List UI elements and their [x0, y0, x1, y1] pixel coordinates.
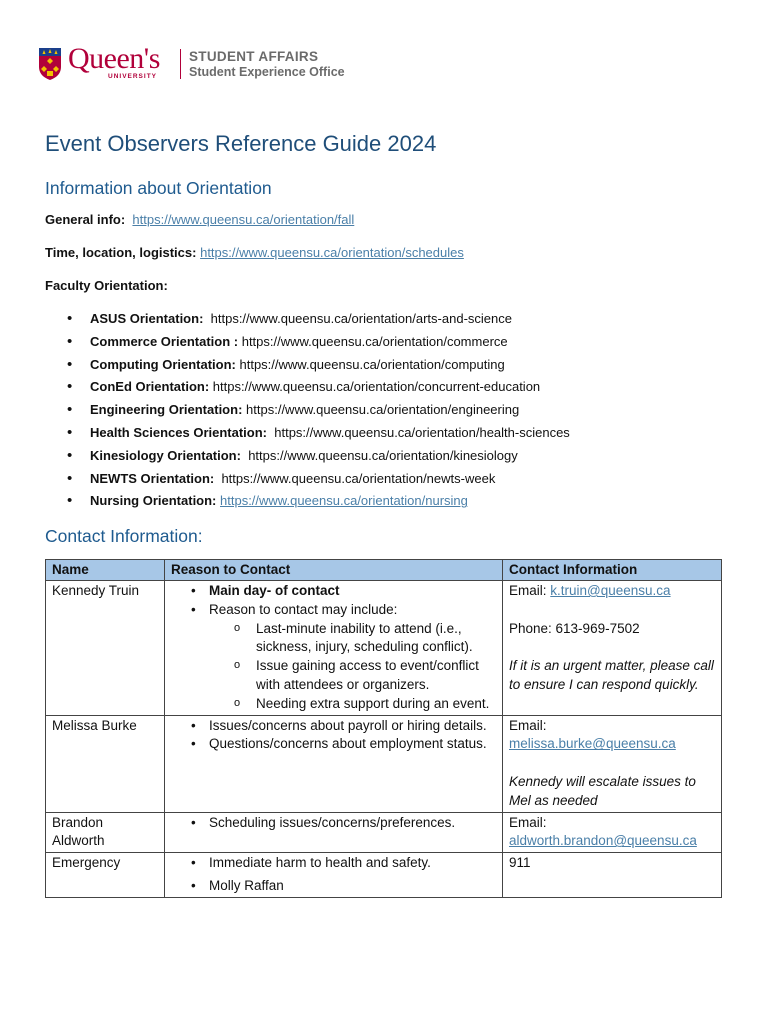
contact-info: [503, 715, 722, 812]
faculty-url[interactable]: https://www.queensu.ca/orientation/arts-and-science: [210, 311, 512, 326]
list-item: • Questions/concerns about employment status.: [171, 735, 496, 754]
faculty-url[interactable]: https://www.queensu.ca/orientation/newts-week: [221, 470, 496, 486]
list-item: o Last-minute inability to attend (i.e., sickness, injury, scheduling conflict).: [171, 620, 496, 658]
logistics-link[interactable]: https://www.queensu.ca/orientation/schedules: [200, 245, 464, 260]
list-item: o Issue gaining access to event/conflict with attendees or organizers.: [171, 657, 496, 695]
general-info-link[interactable]: https://www.queensu.ca/orientation/fall: [132, 212, 355, 227]
column-header-name: Name: [46, 560, 165, 581]
list-item: • Scheduling issues/concerns/preferences.: [171, 814, 496, 833]
logistics-line: [45, 244, 464, 262]
logo-divider: [180, 49, 181, 79]
email-label: Email:: [509, 583, 547, 598]
contact-info: 911: [503, 853, 722, 898]
email-line: [509, 582, 715, 601]
office-line1: STUDENT AFFAIRS: [189, 48, 319, 64]
faculty-label: Health Sciences Orientation:: [90, 424, 267, 440]
reason-sublist: [209, 620, 496, 714]
brand-wordmark: [68, 44, 178, 84]
general-info-line: [45, 211, 354, 229]
faculty-label: Nursing Orientation:: [90, 493, 217, 509]
list-item: • Immediate harm to health and safety.: [171, 854, 496, 873]
faculty-url[interactable]: https://www.queensu.ca/orientation/engineering: [246, 402, 520, 418]
reason-main: Main day- of contact: [209, 583, 340, 598]
contact-table: [45, 559, 722, 898]
list-item: • Molly Raffan: [171, 877, 496, 896]
faculty-url[interactable]: https://www.queensu.ca/orientation/nursing: [220, 493, 468, 509]
orientation-heading: Information about Orientation: [45, 178, 272, 198]
reason-list: [171, 854, 496, 896]
page-title: Event Observers Reference Guide 2024: [45, 131, 437, 156]
faculty-label: Kinesiology Orientation:: [90, 447, 241, 463]
faculty-url[interactable]: https://www.queensu.ca/orientation/kinesiology: [248, 447, 518, 463]
column-header-reason: Reason to Contact: [165, 560, 503, 581]
list-item: o Needing extra support during an event.: [171, 695, 496, 714]
list-item: [45, 331, 570, 354]
university-logo: [38, 44, 345, 84]
email-link[interactable]: aldworth.brandon@queensu.ca: [509, 833, 697, 849]
spacer: [509, 601, 715, 620]
reason-intro: Reason to contact may include:: [209, 601, 398, 617]
office-line2: Student Experience Office: [189, 64, 345, 79]
faculty-label: Commerce Orientation :: [90, 333, 239, 349]
contact-name: Emergency: [46, 853, 165, 898]
reason-list: [171, 582, 496, 714]
contact-note: Kennedy will escalate issues to Mel as needed: [509, 773, 696, 808]
list-item: [45, 354, 570, 377]
faculty-orientation-label: [45, 277, 168, 295]
contact-reason: [165, 715, 503, 812]
general-info-label: General info:: [45, 212, 126, 227]
crest-icon: [38, 47, 62, 81]
spacer: [509, 754, 715, 773]
list-item: [45, 490, 570, 513]
faculty-url[interactable]: https://www.queensu.ca/orientation/health-sciences: [274, 424, 570, 440]
contact-name: Melissa Burke: [46, 715, 165, 812]
table-row: [46, 853, 722, 898]
contact-reason: [165, 581, 503, 716]
faculty-url[interactable]: https://www.queensu.ca/orientation/concurrent-education: [212, 379, 541, 395]
faculty-label-text: Faculty Orientation:: [45, 278, 168, 293]
email-link[interactable]: melissa.burke@queensu.ca: [509, 736, 676, 752]
faculty-label: NEWTS Orientation:: [90, 470, 215, 486]
contact-info: [503, 812, 722, 853]
contact-heading: Contact Information:: [45, 526, 203, 546]
faculty-url[interactable]: https://www.queensu.ca/orientation/computing: [239, 356, 505, 372]
email-label: Email:: [509, 814, 547, 830]
logistics-label: Time, location, logistics:: [45, 245, 197, 260]
brand-name: Queen's: [68, 42, 160, 75]
list-item: • Issues/concerns about payroll or hiring details.: [171, 717, 496, 736]
list-item: [45, 445, 570, 468]
office-name: [189, 49, 345, 80]
contact-reason: [165, 812, 503, 853]
brand-sub: UNIVERSITY: [108, 73, 158, 80]
faculty-orientation-list: [45, 308, 570, 513]
contact-name: Brandon Aldworth: [46, 812, 165, 853]
list-item: [45, 376, 570, 399]
list-item: [45, 422, 570, 445]
contact-reason: [165, 853, 503, 898]
column-header-contact: Contact Information: [503, 560, 722, 581]
faculty-url[interactable]: https://www.queensu.ca/orientation/commerce: [241, 333, 508, 349]
list-item: [45, 308, 570, 331]
list-item: [45, 468, 570, 491]
table-row: [46, 812, 722, 853]
phone-line: Phone: 613-969-7502: [509, 620, 640, 636]
faculty-label: ConEd Orientation:: [90, 379, 210, 395]
contact-info: [503, 581, 722, 716]
contact-note: If it is an urgent matter, please call to ensure I can respond quickly.: [509, 658, 714, 692]
spacer: [509, 638, 715, 657]
email-label: Email:: [509, 717, 547, 733]
faculty-label: ASUS Orientation:: [90, 311, 204, 326]
table-row: [46, 581, 722, 716]
faculty-label: Computing Orientation:: [90, 356, 236, 372]
table-header-row: [46, 560, 722, 581]
list-item: [45, 399, 570, 422]
faculty-label: Engineering Orientation:: [90, 402, 243, 418]
list-item: [171, 582, 496, 601]
email-link[interactable]: k.truin@queensu.ca: [550, 583, 671, 598]
contact-name: Kennedy Truin: [46, 581, 165, 716]
reason-list: [171, 717, 496, 755]
list-item: [171, 601, 496, 714]
table-row: [46, 715, 722, 812]
reason-list: [171, 814, 496, 833]
